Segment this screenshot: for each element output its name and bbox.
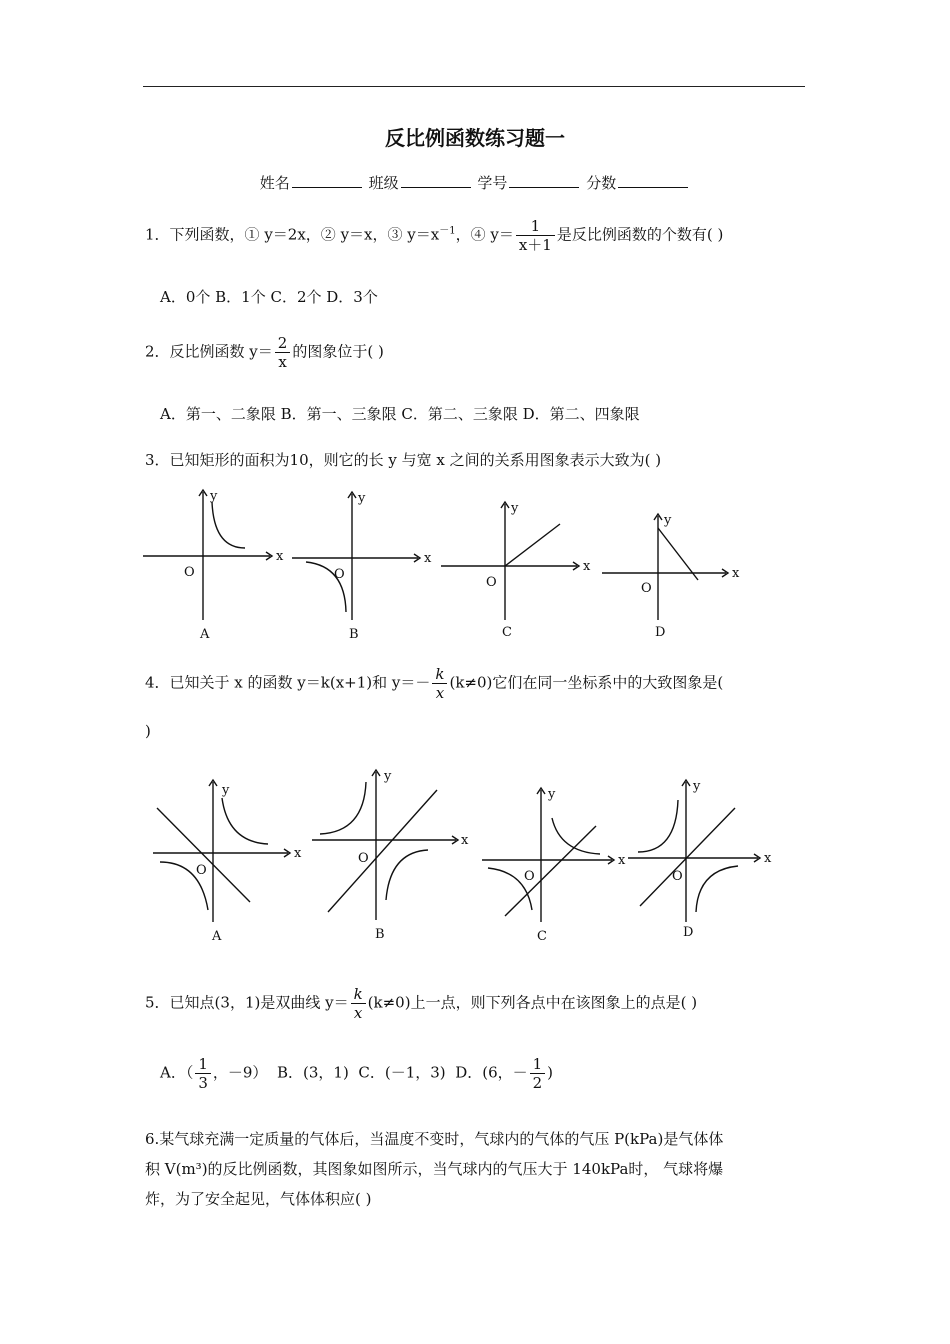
q5-opt-d-pre: D．(6，－: [455, 1063, 528, 1082]
class-blank[interactable]: [401, 173, 471, 188]
question-4: [145, 665, 723, 702]
q3-graph-b: [292, 491, 432, 642]
q3d-line: [658, 528, 698, 580]
q3-label-c: C: [502, 625, 512, 640]
q4d-x-label: x: [764, 851, 772, 866]
q5-frac-den: x: [353, 1004, 363, 1022]
q1-options: A．0个 B．1个 C．2个 D．3个: [160, 288, 378, 306]
q4c-curve-1: [552, 818, 600, 854]
q4a-x-label: x: [294, 846, 302, 861]
q4d-y-label: y: [693, 779, 701, 794]
q6-line-1: 6.某气球充满一定质量的气体后，当温度不变时，气球内的气体的气压 P(kPa)是气体体: [145, 1130, 724, 1148]
q1-frac-den: x＋1: [518, 236, 552, 254]
q3-graph-c: [441, 501, 591, 640]
q4-label-a: A: [212, 929, 222, 944]
q1-frac-num: 1: [516, 217, 555, 236]
q5-options: [160, 1055, 553, 1092]
q5-opt-a-num: 1: [195, 1055, 211, 1074]
q5-fraction: [351, 985, 366, 1022]
q3b-origin: O: [334, 567, 345, 582]
question-2: [145, 334, 384, 371]
q4-head: 4．已知关于 x 的函数 y＝k(x+1)和 y＝－: [145, 673, 431, 692]
q5-opt-b: B．(3，1): [276, 1063, 349, 1082]
q1-tail: 是反比例函数的个数有( ): [556, 225, 724, 244]
q5-opt-d-num: 1: [530, 1055, 546, 1074]
q4-label-d: D: [683, 925, 694, 940]
q2-frac-den: x: [278, 353, 287, 371]
q4d-curve-2: [696, 866, 738, 912]
q1-func-1: ① y＝2x，: [244, 225, 321, 244]
header-rule: [143, 86, 805, 87]
q3a-origin: O: [184, 565, 195, 580]
q5-opt-a-post: ，－9）: [212, 1063, 268, 1082]
q3b-x-label: x: [424, 551, 432, 566]
q5-opt-a-den: 3: [198, 1074, 208, 1092]
student-info: [0, 172, 950, 193]
q4a-curve-1: [222, 798, 268, 844]
q3-label-b: B: [349, 627, 359, 642]
q6-line-2: 积 V(m³)的反比例函数，其图象如图所示，当气球内的气压大于 140kPa时， 气球将爆: [145, 1160, 724, 1178]
q4-graph-c: [482, 787, 626, 944]
q6-line-3: 炸，为了安全起见，气体体积应( ): [145, 1190, 372, 1208]
name-label: 姓名: [259, 174, 290, 192]
q3c-y-label: y: [511, 501, 519, 516]
q1-number: 1．下列函数，: [145, 225, 245, 244]
q5-frac-num: k: [351, 985, 366, 1004]
q4b-curve-1: [320, 782, 366, 834]
q3-graph-d: [602, 513, 740, 640]
q3d-y-label: y: [664, 513, 672, 528]
q3-label-d: D: [655, 625, 666, 640]
q4c-x-label: x: [618, 853, 626, 868]
q3b-y-label: y: [358, 491, 366, 506]
q3c-origin: O: [486, 575, 497, 590]
q4-graphs: [0, 760, 950, 950]
name-blank[interactable]: [292, 173, 362, 188]
q4-label-c: C: [537, 929, 547, 944]
q4d-origin: O: [672, 869, 683, 884]
q4-label-b: B: [375, 927, 385, 942]
q1-func-3-sep: ，: [455, 225, 471, 244]
page-title: 反比例函数练习题一: [385, 126, 565, 150]
q1-func-2: ② y＝x，: [320, 225, 388, 244]
q4b-origin: O: [358, 851, 369, 866]
question-6: [145, 1124, 807, 1214]
q3c-line: [505, 524, 560, 566]
q3a-curve: [212, 502, 245, 548]
q4b-x-label: x: [461, 833, 469, 848]
q4-graph-b: [312, 769, 469, 942]
id-blank[interactable]: [509, 173, 579, 188]
q5-opt-a-pre: A．（: [160, 1063, 194, 1082]
q3d-x-label: x: [732, 566, 740, 581]
q2-head: 2．反比例函数 y＝: [145, 342, 273, 361]
q3a-x-label: x: [276, 549, 284, 564]
q3-label-a: A: [200, 627, 210, 642]
q4-fraction: [432, 665, 447, 702]
q2-tail: 的图象位于( ): [292, 342, 384, 361]
q4-graph-d: [628, 779, 772, 940]
q3a-y-label: y: [210, 489, 218, 504]
q4-graph-a: [153, 780, 302, 944]
q3-graphs: [0, 480, 950, 660]
q2-options: A．第一、二象限 B．第一、三象限 C．第二、三象限 D．第二、四象限: [160, 405, 640, 423]
q4-tail: (k≠0)它们在同一坐标系中的大致图象是(: [449, 673, 724, 692]
q4c-y-label: y: [548, 787, 556, 802]
q1-func-3-exponent: －1: [439, 225, 456, 237]
q4a-line: [157, 808, 250, 902]
q1-func-3: ③ y＝x: [387, 225, 440, 244]
q4-frac-den: x: [435, 684, 445, 702]
score-label: 分数: [586, 174, 617, 192]
q2-fraction: [275, 334, 291, 371]
q2-frac-num: 2: [275, 334, 291, 353]
score-blank[interactable]: [618, 173, 688, 188]
q1-func-4: ④ y＝: [470, 225, 514, 244]
q5-opt-d-post: ): [547, 1063, 554, 1082]
question-5: [145, 985, 697, 1022]
q4b-y-label: y: [384, 769, 392, 784]
q3c-x-label: x: [583, 559, 591, 574]
q3-graph-a: [143, 489, 284, 642]
q5-opt-c: C．(－1，3): [358, 1063, 446, 1082]
q5-opt-d-den: 2: [532, 1074, 543, 1092]
q4b-curve-2: [386, 850, 428, 900]
question-3: 3．已知矩形的面积为10，则它的长 y 与宽 x 之间的关系用图象表示大致为( ): [145, 451, 662, 469]
q4d-curve-1: [638, 800, 678, 852]
q5-head: 5．已知点(3，1)是双曲线 y＝: [145, 993, 349, 1012]
question-1: [145, 217, 723, 254]
q3d-origin: O: [641, 581, 652, 596]
q4c-line: [505, 826, 596, 916]
q4a-y-label: y: [222, 783, 230, 798]
q1-fraction: [516, 217, 555, 254]
q4a-origin: O: [196, 863, 207, 878]
q5-opt-a-frac: [195, 1055, 211, 1092]
q4d-line: [640, 808, 735, 906]
q5-opt-d-frac: [530, 1055, 546, 1092]
q4c-origin: O: [524, 869, 535, 884]
class-label: 班级: [368, 174, 399, 192]
q4-tail-paren: ): [145, 722, 151, 740]
q5-tail: (k≠0)上一点，则下列各点中在该图象上的点是( ): [367, 993, 698, 1012]
q4-frac-num: k: [432, 665, 447, 684]
id-label: 学号: [477, 174, 508, 192]
